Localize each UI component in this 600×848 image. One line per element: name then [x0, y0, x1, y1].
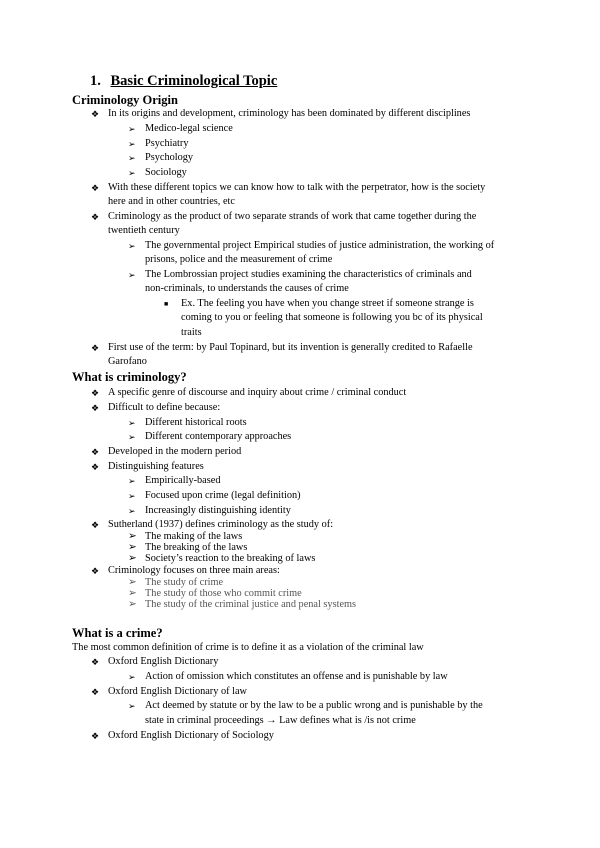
arrow-bullet-icon: ➢: [128, 588, 137, 599]
list-item: Psychology: [145, 152, 194, 163]
diamond-bullet-icon: ❖: [91, 388, 100, 398]
what-bullet-1: A specific genre of discourse and inquiry about crime / criminal conduct: [108, 387, 407, 398]
arrow-bullet-icon: ➢: [128, 701, 136, 711]
arrow-bullet-icon: ➢: [128, 553, 137, 564]
origin-sub-2-line-1: The Lombrossian project studies examining the characteristics of criminals and: [145, 269, 472, 280]
origin-bullet-2-line-1: With these different topics we can know how to talk with the perpetrator, how is the society: [108, 182, 486, 193]
arrow-bullet-icon: ➢: [128, 506, 136, 516]
crime-sub-2-line-1: Act deemed by statute or by the law to be a public wrong and is punishable by the: [145, 700, 483, 711]
what-bullet-5: Sutherland (1937) defines criminology as the study of:: [108, 519, 334, 530]
example-line-3: traits: [181, 327, 202, 338]
diamond-bullet-icon: ❖: [91, 687, 100, 697]
arrow-bullet-icon: ➢: [128, 432, 136, 442]
crime-sub-2-line-2: state in criminal proceedings → Law defines what is /is not crime: [145, 715, 416, 726]
section-heading-what-is-a-crime: What is a crime?: [72, 626, 163, 640]
diamond-bullet-icon: ❖: [91, 343, 100, 353]
arrow-bullet-icon: ➢: [128, 531, 137, 542]
crime-bullet-1: Oxford English Dictionary: [108, 656, 219, 667]
list-item: The study of those who commit crime: [145, 588, 302, 599]
crime-bullet-3: Oxford English Dictionary of Sociology: [108, 730, 274, 741]
list-item: Empirically-based: [145, 475, 221, 486]
list-item: The study of the criminal justice and penal systems: [145, 599, 357, 610]
arrow-bullet-icon: ➢: [128, 139, 136, 149]
what-bullet-6: Criminology focuses on three main areas:: [108, 565, 280, 576]
origin-sub-1-line-1: The governmental project Empirical studies of justice administration, the working of: [145, 240, 495, 251]
crime-intro: The most common definition of crime is to define it as a violation of the criminal law: [72, 642, 424, 653]
origin-bullet-3-line-1: Criminology as the product of two separate strands of work that came together during the: [108, 211, 477, 222]
crime-bullet-2: Oxford English Dictionary of law: [108, 686, 247, 697]
arrow-bullet-icon: ➢: [128, 270, 136, 280]
list-item: Different contemporary approaches: [145, 431, 292, 442]
arrow-bullet-icon: ➢: [128, 124, 136, 134]
list-item: The making of the laws: [145, 531, 243, 542]
section-heading-origin: Criminology Origin: [72, 93, 178, 107]
document-title: [90, 73, 277, 90]
arrow-bullet-icon: ➢: [128, 491, 136, 501]
section-heading-what-is-criminology: What is criminology?: [72, 370, 187, 384]
list-item: Medico-legal science: [145, 123, 233, 134]
diamond-bullet-icon: ❖: [91, 462, 100, 472]
arrow-bullet-icon: ➢: [128, 542, 137, 553]
list-item: Sociology: [145, 167, 187, 178]
arrow-bullet-icon: ➢: [128, 672, 136, 682]
what-bullet-4: Distinguishing features: [108, 461, 204, 472]
arrow-bullet-icon: ➢: [128, 153, 136, 163]
title-text: Basic Criminological Topic: [110, 73, 278, 89]
list-item: Psychiatry: [145, 138, 189, 149]
square-bullet-icon: ■: [164, 300, 169, 308]
diamond-bullet-icon: ❖: [91, 731, 100, 741]
diamond-bullet-icon: ❖: [91, 566, 100, 576]
origin-sub-2-line-2: non-criminals, to understands the causes of crime: [145, 283, 349, 294]
arrow-bullet-icon: ➢: [128, 241, 136, 251]
diamond-bullet-icon: ❖: [91, 109, 100, 119]
origin-bullet-4-line-1: First use of the term: by Paul Topinard, but its invention is generally credited to Rafaelle: [108, 342, 473, 353]
origin-bullet-3-line-2: twentieth century: [108, 225, 180, 236]
diamond-bullet-icon: ❖: [91, 183, 100, 193]
crime-sub-1: Action of omission which constitutes an offense and is punishable by law: [145, 671, 448, 682]
example-line-2: coming to you or feeling that someone is following you bc of its physical: [181, 312, 483, 323]
diamond-bullet-icon: ❖: [91, 447, 100, 457]
diamond-bullet-icon: ❖: [91, 212, 100, 222]
example-line-1: Ex. The feeling you have when you change street if someone strange is: [181, 298, 474, 309]
title-number: 1.: [90, 73, 101, 89]
list-item: Focused upon crime (legal definition): [145, 490, 301, 501]
arrow-bullet-icon: ➢: [128, 168, 136, 178]
diamond-bullet-icon: ❖: [91, 657, 100, 667]
list-item: The study of crime: [145, 577, 224, 588]
arrow-bullet-icon: ➢: [128, 476, 136, 486]
arrow-bullet-icon: ➢: [128, 599, 137, 610]
what-bullet-2: Difficult to define because:: [108, 402, 221, 413]
origin-bullet-4-line-2: Garofano: [108, 356, 147, 367]
origin-sub-1-line-2: prisons, police and the measurement of crime: [145, 254, 333, 265]
list-item: Increasingly distinguishing identity: [145, 505, 291, 516]
arrow-bullet-icon: ➢: [128, 577, 137, 588]
list-item: Different historical roots: [145, 417, 247, 428]
arrow-bullet-icon: ➢: [128, 418, 136, 428]
list-item: Society’s reaction to the breaking of laws: [145, 553, 316, 564]
origin-bullet-2-line-2: here and in other countries, etc: [108, 196, 235, 207]
what-bullet-3: Developed in the modern period: [108, 446, 242, 457]
list-item: The breaking of the laws: [145, 542, 248, 553]
diamond-bullet-icon: ❖: [91, 520, 100, 530]
origin-bullet-1: In its origins and development, criminology has been dominated by different disciplines: [108, 108, 471, 119]
diamond-bullet-icon: ❖: [91, 403, 100, 413]
